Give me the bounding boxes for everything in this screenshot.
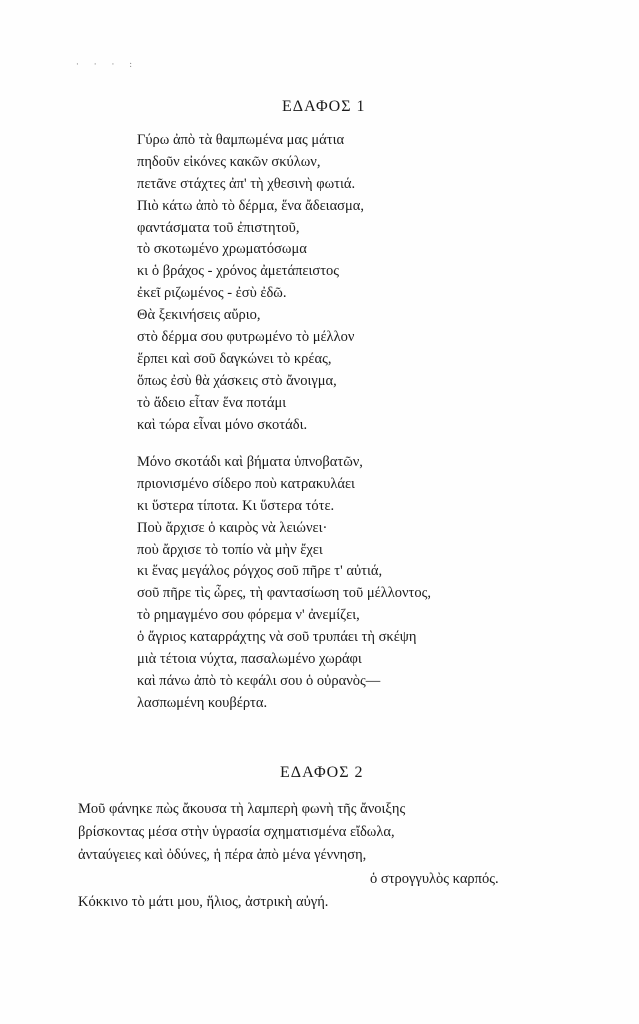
verse-line: Θὰ ξεκινήσεις αὔριο, (137, 307, 261, 324)
verse-line: Κόκκινο τὸ μάτι μου, ἥλιος, ἀστρικὴ αὐγή. (78, 893, 329, 910)
verse-line: λασπωμένη κουβέρτα. (137, 694, 268, 711)
poem1-title: ΕΔΑΦΟΣ 1 (282, 98, 366, 115)
verse-line: φαντάσματα τοῦ ἐπιστητοῦ, (137, 219, 300, 236)
verse-line: ποὺ ἄρχισε τὸ τοπίο νὰ μὴν ἔχει (137, 541, 323, 558)
verse-line: πριονισμένο σίδερο ποὺ κατρακυλάει (137, 475, 355, 492)
verse-line: τὸ ἄδειο εἶταν ἕνα ποτάμι (137, 394, 287, 411)
verse-line: πηδοῦν εἰκόνες κακῶν σκύλων, (137, 153, 321, 170)
poem2-stanza (78, 798, 499, 914)
verse-line: ὁ ἄγριος καταρράχτης νὰ σοῦ τρυπάει τὴ σκέψη (137, 629, 417, 646)
verse-line: Πιὸ κάτω ἀπὸ τὸ δέρμα, ἕνα ἄδειασμα, (137, 197, 364, 214)
verse-line: ὅπως ἐσὺ θὰ χάσκεις στὸ ἄνοιγμα, (137, 372, 337, 389)
verse-line: καὶ πάνω ἀπὸ τὸ κεφάλι σου ὁ οὐρανὸς— (137, 672, 381, 689)
verse-line: ἐκεῖ ριζωμένος - ἐσὺ ἐδῶ. (137, 285, 287, 302)
verse-line: Ποὺ ἄρχισε ὁ καιρὸς νὰ λειώνει· (137, 519, 328, 536)
verse-line: κι ὕστερα τίποτα. Κι ὕστερα τότε. (137, 497, 335, 514)
verse-line: πετᾶνε στάχτες ἀπ' τὴ χθεσινὴ φωτιά. (137, 175, 356, 192)
verse-line: Μόνο σκοτάδι καὶ βήματα ὑπνοβατῶν, (137, 454, 363, 470)
verse-line-indented: ὁ στρογγυλὸς καρπός. (370, 870, 499, 887)
verse-line: Γύρω ἀπὸ τὰ θαμπωμένα μας μάτια (137, 132, 345, 148)
verse-line: κι ἕνας μεγάλος ρόγχος σοῦ πῆρε τ' αὐτιά, (137, 563, 383, 580)
verse-line: τὸ σκοτωμένο χρωματόσωμα (137, 241, 307, 258)
verse-line: σοῦ πῆρε τὶς ὧρες, τὴ φαντασίωση τοῦ μέλλοντος, (137, 585, 432, 602)
verse-line: ἕρπει καὶ σοῦ δαγκώνει τὸ κρέας, (137, 350, 332, 367)
poem1-stanza1 (137, 130, 364, 436)
verse-line: τὸ ρημαγμένο σου φόρεμα ν' ἀνεμίζει, (137, 607, 360, 624)
scan-specks: · · · : (76, 60, 139, 70)
verse-line: καὶ τώρα εἶναι μόνο σκοτάδι. (137, 416, 308, 433)
poem1-stanza2 (137, 452, 431, 715)
verse-line: κι ὁ βράχος - χρόνος ἀμετάπειστος (137, 263, 340, 280)
verse-line: ἀνταύγειες καὶ ὀδύνες, ἡ πέρα ἀπὸ μένα γέννηση, (78, 847, 367, 864)
verse-line: βρίσκοντας μέσα στὴν ὑγρασία σχηματισμένα εἴδωλα, (78, 824, 395, 841)
poem2-title: ΕΔΑΦΟΣ 2 (280, 764, 364, 781)
verse-line: Μοῦ φάνηκε πὼς ἄκουσα τὴ λαμπερὴ φωνὴ τῆς ἄνοιξης (78, 801, 406, 817)
verse-line: στὸ δέρμα σου φυτρωμένο τὸ μέλλον (137, 329, 355, 346)
verse-line: μιὰ τέτοια νύχτα, πασαλωμένο χωράφι (137, 651, 362, 668)
